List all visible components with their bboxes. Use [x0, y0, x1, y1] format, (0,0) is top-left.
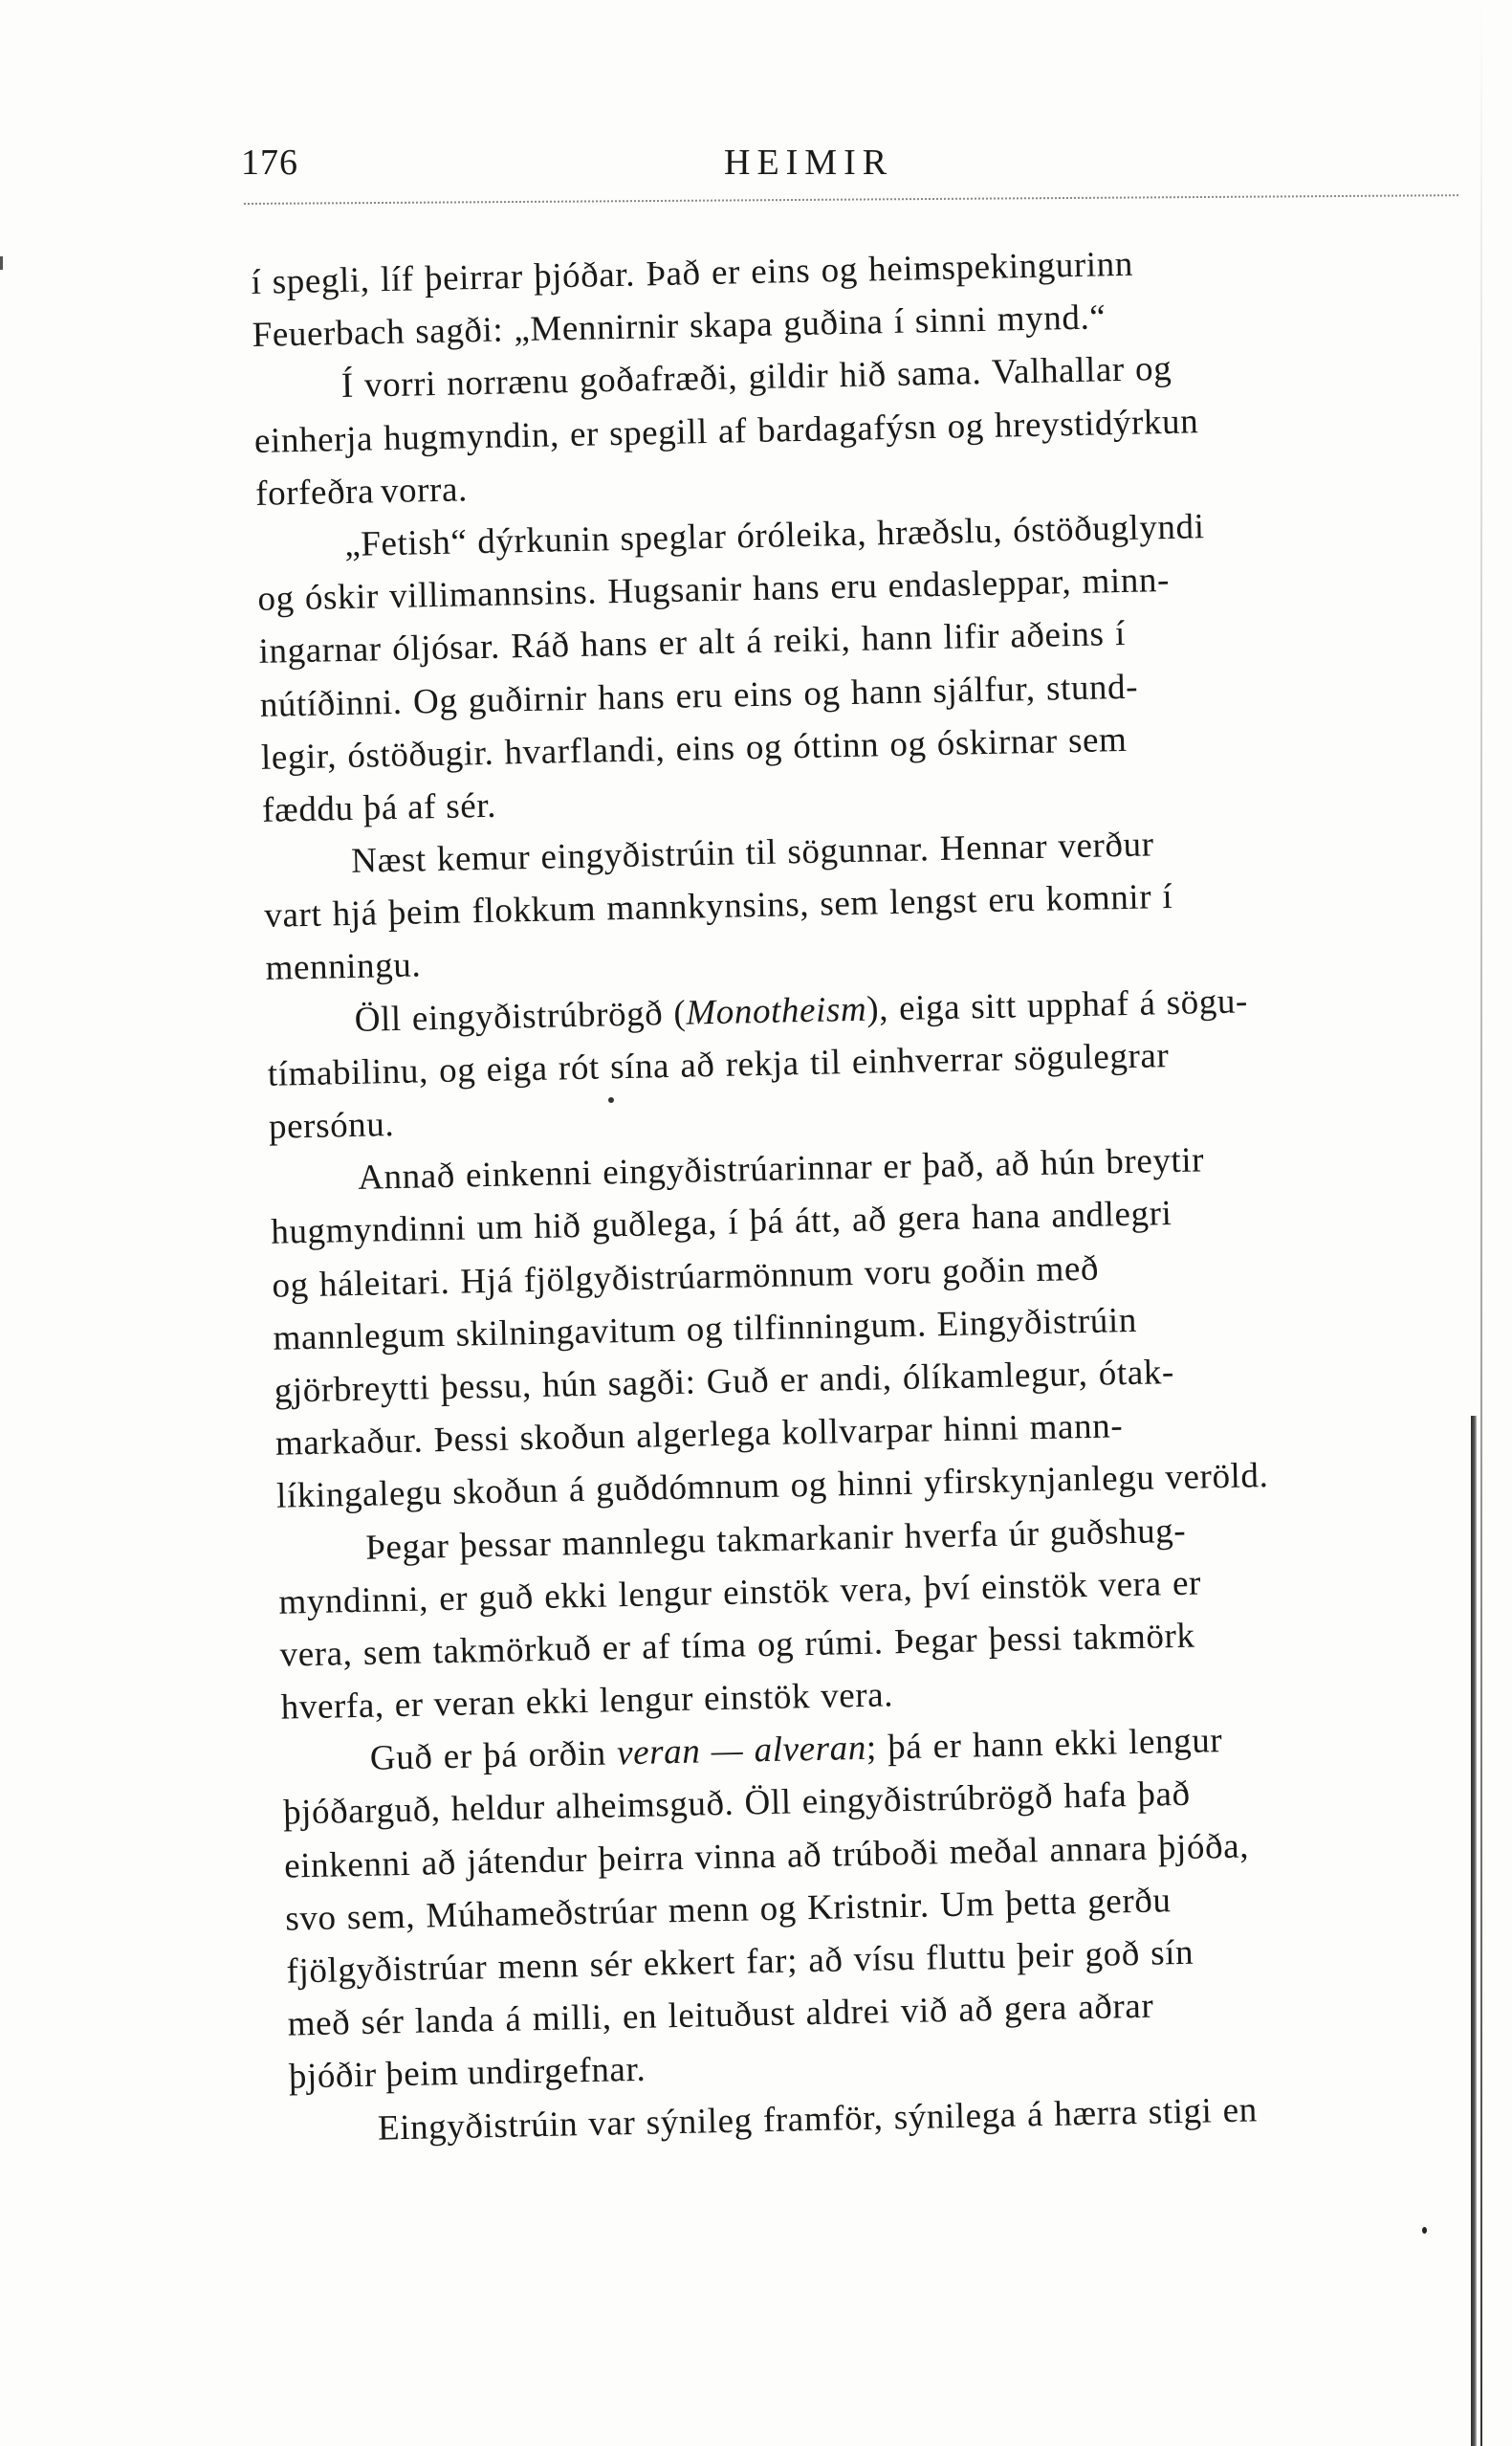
page-number: 176 — [241, 143, 298, 183]
text-line: tímabilinu, og eiga rót sína að rekja til einhverrar sögulegrar — [267, 1035, 1170, 1094]
text-line: mannlegum skilningavitum og tilfinningum. Eingyðistrúin — [273, 1300, 1138, 1358]
text-line: nútíðinni. Og guðirnir hans eru eins og hann sjálfur, stund- — [259, 667, 1139, 725]
running-title: HEIMIR — [724, 143, 894, 183]
ink-speck — [608, 1097, 614, 1103]
text-line: Næst kemur eingyðistrúin til sögunnar. Hennar verður — [350, 825, 1154, 881]
text-line: í spegli, líf þeirrar þjóðar. Það er eins og heimspekingurinn — [251, 244, 1134, 302]
ink-speck — [1422, 2227, 1427, 2234]
text-line: forfeðra vorra. — [254, 470, 469, 514]
text-line: þjóðarguð, heldur alheimsguð. Öll eingyðistrúbrögð hafa það — [282, 1774, 1192, 1834]
text-line: Feuerbach sagði: „Mennirnir skapa guðina í sinni mynd.“ — [252, 297, 1107, 356]
text-line: „Fetish“ dýrkunin speglar óróleika, hræðslu, óstöðuglyndi — [343, 507, 1205, 564]
italic-term: Monotheism — [685, 989, 867, 1033]
text-line: legir, óstöðugir. hvarflandi, eins og óttinn og óskirnar sem — [260, 719, 1128, 778]
text-line: vart hjá þeim flokkum mannkynsins, sem lengst eru komnir í — [264, 877, 1173, 937]
text-line: Guð er þá orðin veran — alveran; þá er hann ekki lengur — [369, 1721, 1223, 1778]
page-header — [241, 142, 1436, 199]
text-line: fjölgyðistrúar menn sér ekkert far; að vísu fluttu þeir goð sín — [286, 1932, 1194, 1992]
text-line: markaður. Þessi skoðun algerlega kollvarpar hinni mann- — [274, 1406, 1124, 1464]
text-line: og háleitari. Hjá fjölgyðistrúarmönnum voru goðin með — [272, 1248, 1100, 1306]
text-line: svo sem, Múhameðstrúar menn og Kristnir. Um þetta gerðu — [284, 1881, 1172, 1939]
text-line: gjörbreytti þessu, hún sagði: Guð er andi, ólíkamlegur, ótak- — [274, 1352, 1175, 1411]
text-line: menningu. — [265, 945, 422, 989]
text-line: ingarnar óljósar. Ráð hans er alt á reiki, hann lifir aðeins í — [258, 614, 1127, 672]
text-line: vera, sem takmörkuð er af tíma og rúmi. Þegar þessi takmörk — [279, 1616, 1195, 1675]
text-line: með sér landa á milli, en leituðust aldrei við að gera aðrar — [287, 1986, 1154, 2044]
text-line: líkingalegu skoðun á guðdómnum og hinni yfirskynjanlegu veröld. — [275, 1456, 1269, 1517]
text-line: einherja hugmyndin, er spegill af bardagafýsn og hreystidýrkun — [253, 401, 1199, 461]
text-line: Annað einkenni eingyðistrúarinnar er það, að hún breytir — [357, 1140, 1205, 1199]
text-line: Í vorri norrænu goðafræði, gildir hið sama. Valhallar og — [340, 349, 1172, 407]
text-line: persónu. — [268, 1105, 395, 1147]
text-line: og óskir villimannsins. Hugsanir hans eru endasleppar, minn- — [257, 561, 1171, 620]
text-line: Þegar þessar mannlegu takmarkanir hverfa úr guðshug- — [364, 1510, 1187, 1568]
text-line: myndinni, er guð ekki lengur einstök vera, því einstök vera er — [278, 1563, 1202, 1622]
text-line: þjóðir þeim undirgefnar. — [288, 2050, 646, 2097]
body-text — [251, 231, 1504, 2156]
text-line: Öll eingyðistrúbrögð (Monotheism), eiga sitt upphaf á sögu- — [354, 981, 1249, 1040]
text-line: Eingyðistrúin var sýnileg framför, sýnilega á hærra stigi en — [377, 2089, 1259, 2149]
text-line: hugmyndinni um hið guðlega, í þá átt, að gera hana andlegri — [270, 1194, 1172, 1253]
italic-term: veran — alveran — [616, 1729, 867, 1774]
text-line: einkenni að játendur þeirra vinna að trúboði meðal annara þjóða, — [283, 1826, 1250, 1886]
text-line: hverfa, er veran ekki lengur einstök vera. — [280, 1675, 894, 1728]
scan-mark — [0, 256, 3, 270]
text-line: fæddu þá af sér. — [261, 785, 497, 830]
